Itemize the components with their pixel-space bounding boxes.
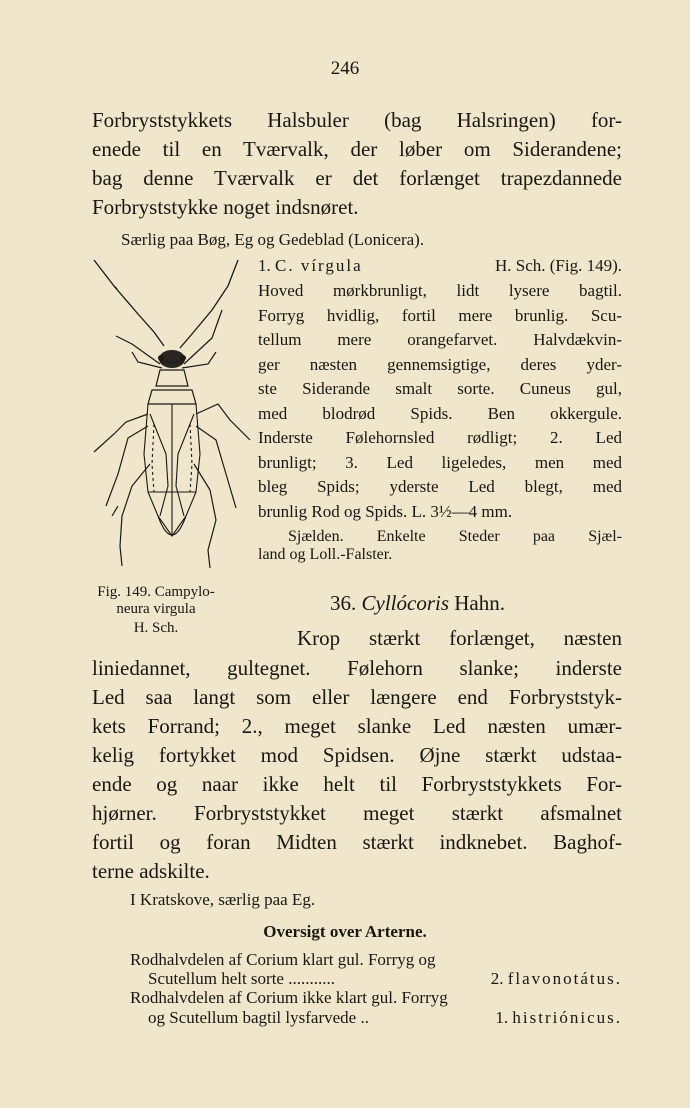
genus-last-line: terne adskilte.: [92, 859, 210, 883]
species-1-last-line: brunlig Rod og Spids. L. 3½—4 mm.: [258, 502, 513, 521]
key-entry-1-line-1: Rodhalvdelen af Corium klart gul. Forryg og: [130, 950, 436, 969]
bug-pronotum: [148, 370, 196, 404]
genus-author: Hahn.: [454, 591, 505, 615]
species-1-line: ger næsten gennemsigtige, deres yder-: [258, 355, 622, 374]
key-entry-2-result-number: 1.: [495, 1008, 509, 1027]
intro-line-4: Forbryststykke noget indsnøret.: [92, 195, 359, 219]
species-1-line: Inderste Følehornsled rødligt; 2. Led: [258, 428, 622, 447]
key-entry-1-text: Scutellum helt sorte: [148, 969, 284, 988]
intro-line-1: Forbryststykkets Halsbuler (bag Halsringen) for-: [92, 108, 622, 132]
species-1-line: bleg Spids; yderste Led blegt, med: [258, 477, 622, 496]
species-1-line: ste Siderande smalt sorte. Cuneus gul,: [258, 379, 622, 398]
species-1-line: Hoved mørkbrunligt, lidt lysere bagtil.: [258, 281, 622, 300]
species-1-name: C. vírgula: [275, 256, 363, 275]
species-1-rarity-line-2: land og Loll.-Falster.: [258, 546, 393, 563]
page-number: 246: [330, 58, 360, 79]
figure-149-bug-illustration: [88, 254, 256, 572]
key-entry-2-dots: ..: [360, 1008, 369, 1027]
key-entry-2-text: og Scutellum bagtil lysfarvede: [148, 1008, 357, 1027]
genus-number: 36.: [330, 591, 357, 615]
genus-line: liniedannet, gultegnet. Følehorn slanke; inderste: [92, 656, 622, 680]
key-entry-1-result-name: flavonotátus.: [507, 969, 622, 988]
genus-line: kelig fortykket mod Spidsen. Øjne stærkt udstaa-: [92, 743, 622, 767]
genus-line: ende og naar ikke helt til Forbryststykkets For-: [92, 772, 622, 796]
species-1-line: tellum mere orangefarvet. Halvdækvin-: [258, 330, 622, 349]
bug-head: [158, 350, 186, 368]
genus-line: hjørner. Forbryststykket meget stærkt afsmalnet: [92, 801, 622, 825]
species-1-rarity-line-1: Sjælden. Enkelte Steder paa Sjæl-: [288, 528, 622, 545]
bug-wings: [144, 404, 200, 536]
figure-caption-line-1: Fig. 149. Campylo-: [97, 584, 215, 600]
habitat-line-2: I Kratskove, særlig paa Eg.: [130, 890, 316, 909]
bug-hind-legs: [112, 464, 216, 568]
species-1-author-fig: H. Sch. (Fig. 149).: [494, 256, 622, 275]
species-1-line: med blodrød Spids. Ben okkergule.: [258, 404, 622, 423]
species-1-heading: [258, 254, 622, 279]
genus-line: kets Forrand; 2., meget slanke Led næsten umær-: [92, 714, 622, 738]
genus-name: Cyllócoris: [361, 591, 449, 615]
bug-antennae: [94, 260, 238, 348]
key-entry-1-line-2: [148, 969, 622, 989]
key-entry-2-line-1: Rodhalvdelen af Corium ikke klart gul. Forryg: [130, 988, 448, 1007]
key-entry-2-result-name: histriónicus.: [512, 1008, 622, 1027]
species-1-number: 1.: [258, 256, 271, 275]
figure-caption-line-2: neura virgula: [116, 601, 196, 617]
key-entry-1-dots: ...........: [288, 969, 335, 988]
habitat-line-1: Særlig paa Bøg, Eg og Gedeblad (Lonicera).: [121, 230, 425, 249]
key-entry-1-result-number: 2.: [490, 969, 504, 988]
genus-line-1: Krop stærkt forlænget, næsten: [297, 626, 622, 650]
genus-line: fortil og foran Midten stærkt indknebet. Baghof-: [92, 830, 622, 854]
species-1-line: Forryg hvidlig, fortil mere brunlig. Scu-: [258, 306, 622, 325]
figure-caption-line-3: H. Sch.: [133, 620, 179, 636]
key-entry-2-line-2: [148, 1008, 622, 1028]
key-title: Oversigt over Arterne.: [263, 922, 427, 941]
species-1-line: brunligt; 3. Led ligeledes, men med: [258, 453, 622, 472]
intro-line-3: bag denne Tværvalk er det forlænget trapezdannede: [92, 166, 622, 190]
genus-heading: [330, 591, 505, 616]
genus-line: Led saa langt som eller længere end Forbryststyk-: [92, 685, 622, 709]
intro-line-2: enede til en Tværvalk, der løber om Siderandene;: [92, 137, 622, 161]
